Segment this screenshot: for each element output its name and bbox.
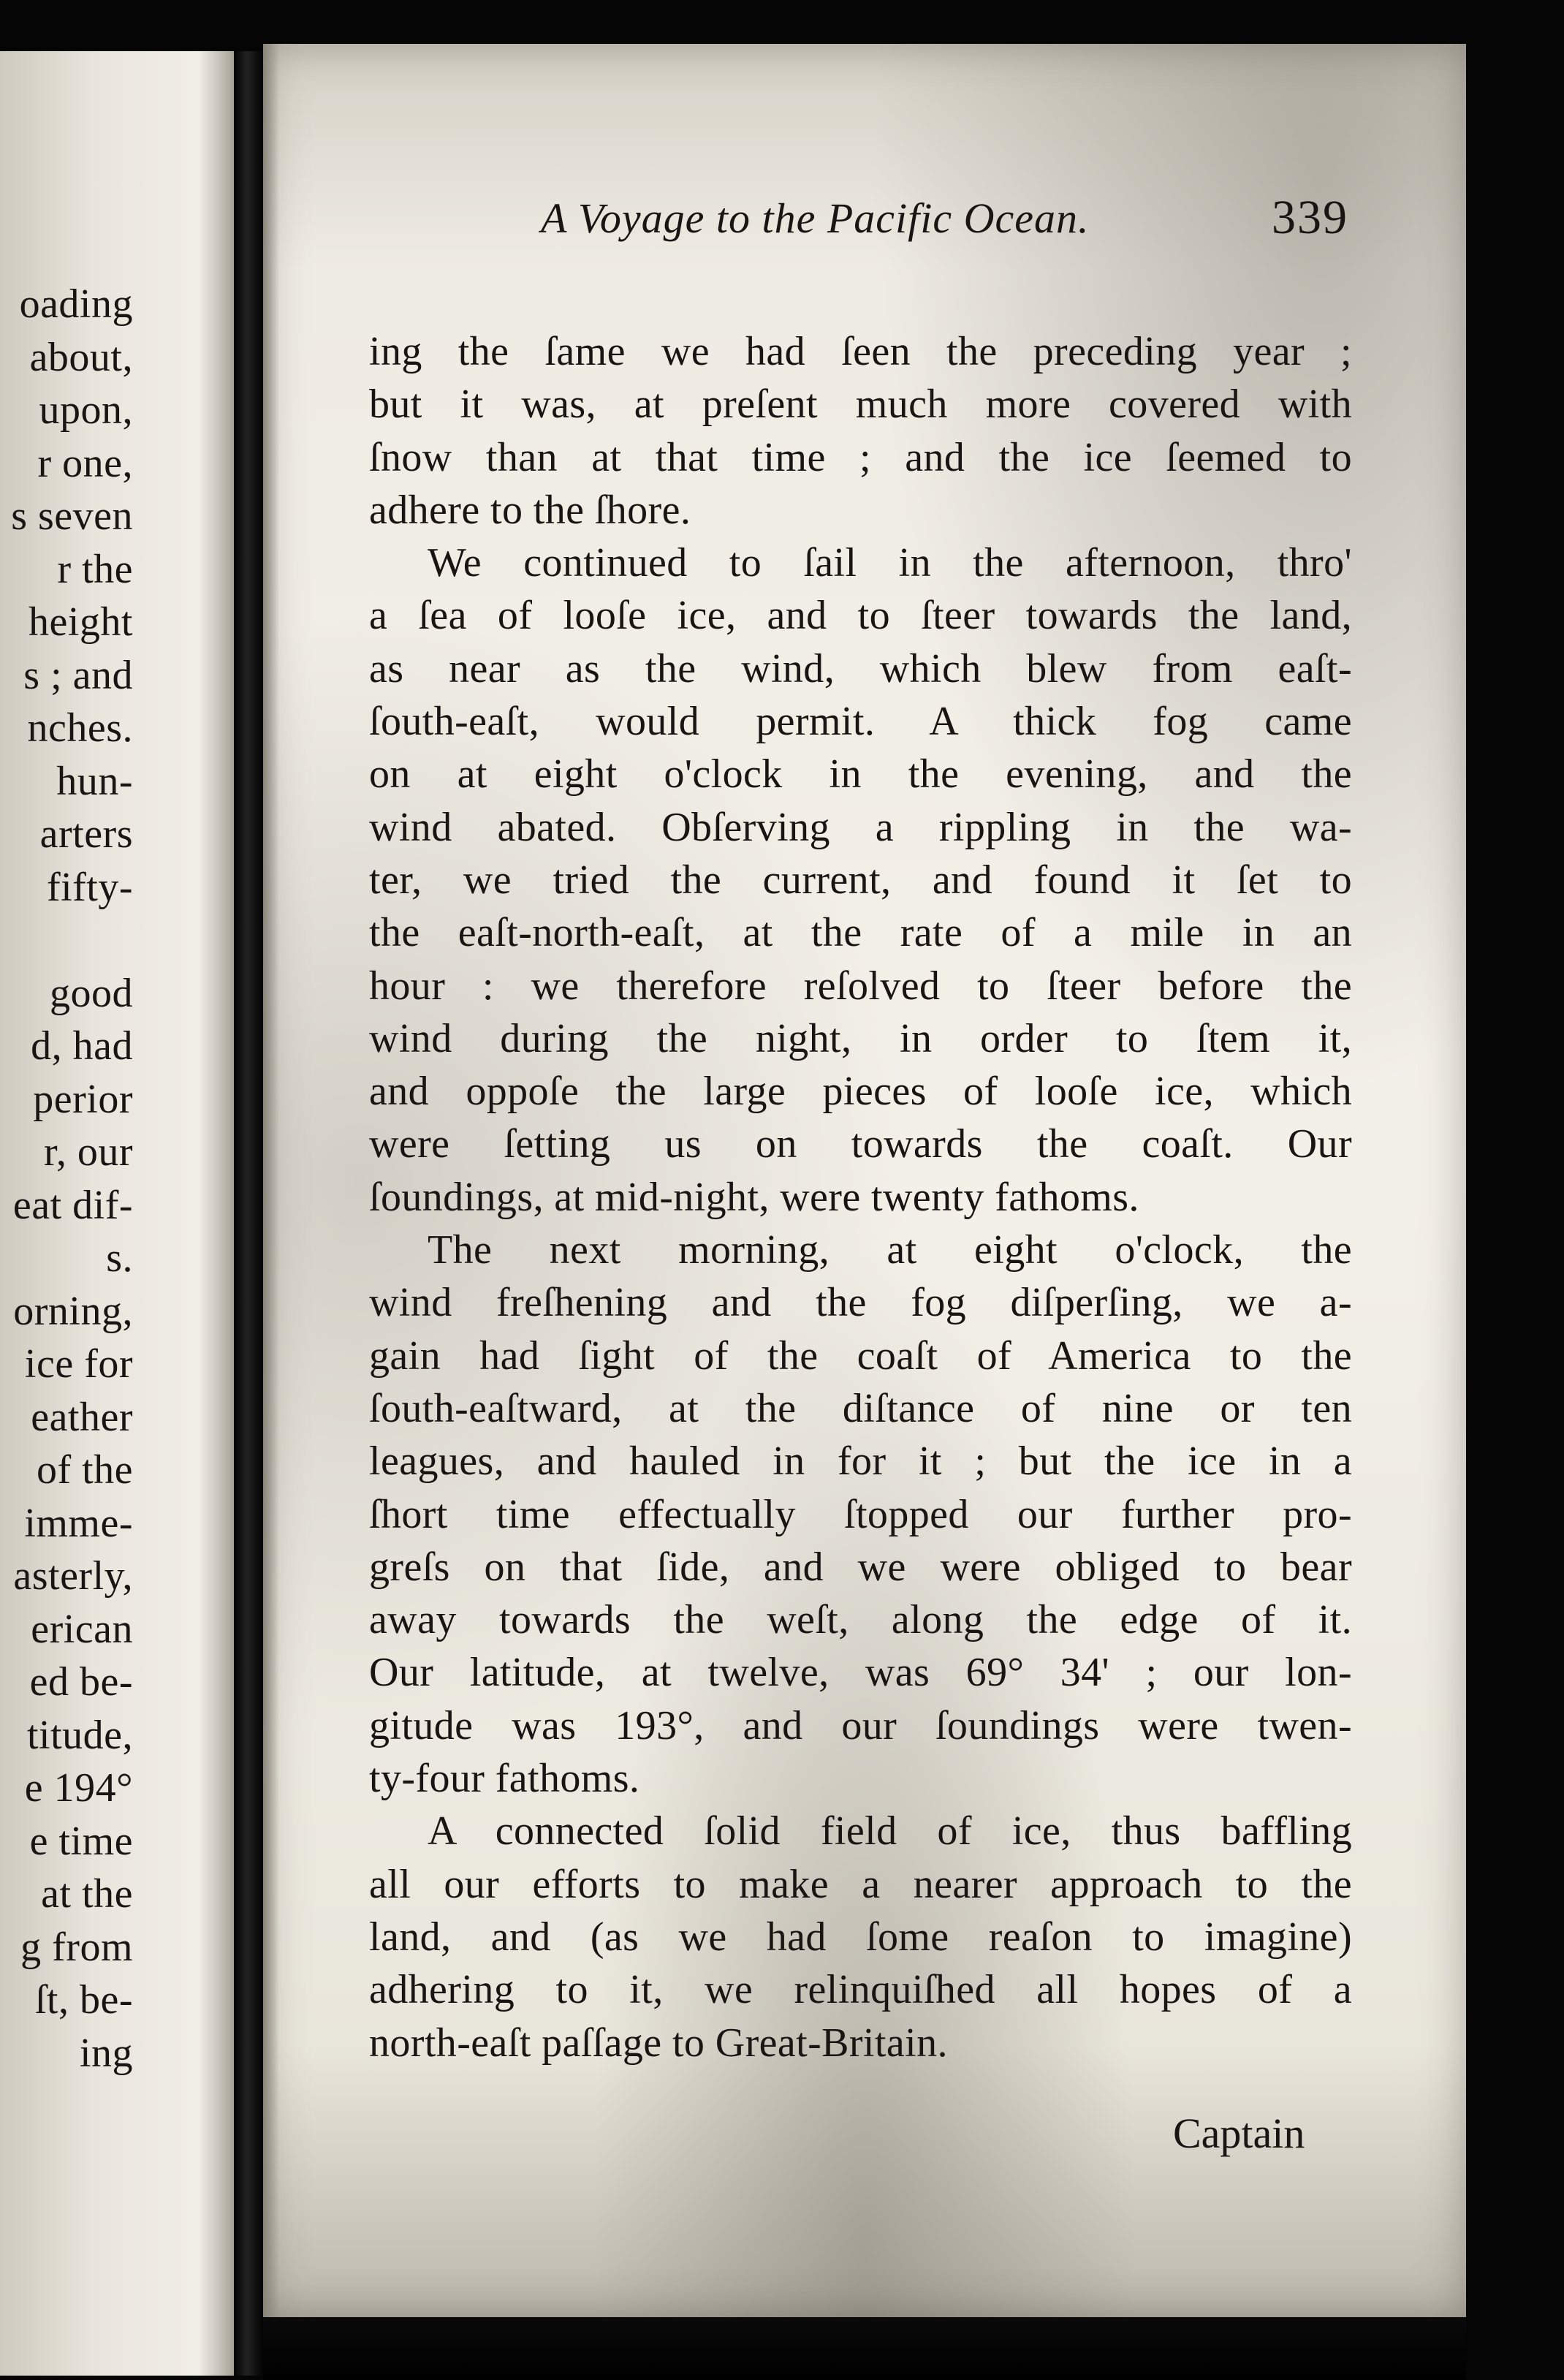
text-line: wind during the night, in order to ſtem it, xyxy=(369,1015,1352,1061)
left-page-line: r one, xyxy=(37,440,133,486)
running-head: A Voyage to the Pacific Ocean. xyxy=(541,194,1090,242)
text-line: on at eight o'clock in the evening, and the xyxy=(369,751,1352,797)
left-page-line: eat dif- xyxy=(12,1182,133,1228)
left-page-line: arters xyxy=(39,811,133,857)
text-line: away towards the weſt, along the edge of it. xyxy=(369,1597,1352,1643)
left-page-line: erican xyxy=(31,1606,133,1652)
left-page-line: s ; and xyxy=(23,652,133,698)
left-page-line: titude, xyxy=(26,1712,133,1758)
text-line: a ſea of looſe ice, and to ſteer towards the land, xyxy=(369,593,1352,639)
paragraph xyxy=(369,325,1352,537)
text-line: as near as the wind, which blew from eaſt- xyxy=(369,645,1352,691)
text-line: hour : we therefore reſolved to ſteer before the xyxy=(369,963,1352,1009)
left-page-line: r the xyxy=(57,546,133,592)
scan-bottom-edge xyxy=(263,2317,1466,2380)
text-line: A connected ſolid field of ice, thus baffling xyxy=(428,1808,1352,1854)
text-line: ſouth-eaſt, would permit. A thick fog came xyxy=(369,699,1352,745)
text-line: We continued to ſail in the afternoon, thro' xyxy=(428,540,1352,586)
left-page-line: fifty- xyxy=(46,864,133,910)
book-gutter xyxy=(235,51,262,2376)
left-page-line: good xyxy=(50,970,133,1016)
text-line: wind freſhening and the fog diſperſing, we a- xyxy=(369,1280,1352,1326)
body-text xyxy=(369,325,1352,2069)
left-page-fragment xyxy=(0,51,234,2376)
left-page-line: of the xyxy=(36,1447,133,1493)
text-line: ſnow than at that time ; and the ice ſeemed to xyxy=(369,434,1352,480)
text-line: gitude was 193°, and our ſoundings were twen- xyxy=(369,1702,1352,1748)
left-page-line xyxy=(0,914,133,967)
left-page-line: asterly, xyxy=(13,1553,133,1599)
left-page-line: s seven xyxy=(11,493,133,539)
text-line: gain had ſight of the coaſt of America to the xyxy=(369,1333,1352,1379)
text-line: all our efforts to make a nearer approach to the xyxy=(369,1861,1352,1907)
left-page-line: d, had xyxy=(31,1023,133,1069)
text-line: leagues, and hauled in for it ; but the ice in a xyxy=(369,1439,1352,1485)
paragraph xyxy=(369,1224,1352,1805)
left-page-line: perior xyxy=(33,1076,133,1122)
paragraph xyxy=(369,537,1352,1224)
text-line: ty-four fathoms. xyxy=(369,1756,640,1802)
left-page-line: ed be- xyxy=(29,1659,133,1705)
text-line: ſoundings, at mid-night, were twenty fathoms. xyxy=(369,1174,1139,1220)
left-page-line: oading xyxy=(19,281,133,327)
text-line: wind abated. Obſerving a rippling in the wa- xyxy=(369,804,1352,850)
left-page-line: ſt, be- xyxy=(34,1977,133,2023)
left-page-line: at the xyxy=(41,1871,133,1917)
text-line: and oppoſe the large pieces of looſe ice, which xyxy=(369,1069,1352,1115)
text-line: land, and (as we had ſome reaſon to imagine) xyxy=(369,1914,1352,1960)
text-line: were ſetting us on towards the coaſt. Our xyxy=(369,1121,1352,1167)
page-number: 339 xyxy=(1272,191,1348,244)
text-line: The next morning, at eight o'clock, the xyxy=(428,1227,1352,1273)
left-page-line: height xyxy=(29,599,133,645)
page-shadow xyxy=(263,44,279,2317)
text-line: ſouth-eaſtward, at the diſtance of nine or ten xyxy=(369,1385,1352,1431)
left-page-line: s. xyxy=(106,1235,133,1281)
left-page-line: ice for xyxy=(24,1341,133,1387)
text-line: ter, we tried the current, and found it ſet to xyxy=(369,857,1352,903)
text-line: greſs on that ſide, and we were obliged to bear xyxy=(369,1544,1352,1590)
left-page-line: about, xyxy=(29,334,133,380)
text-line: ing the ſame we had ſeen the preceding year ; xyxy=(369,329,1352,374)
catchword: Captain xyxy=(1173,2110,1305,2157)
left-page-line: ing xyxy=(79,2030,133,2076)
left-page-line: upon, xyxy=(39,387,133,433)
left-page-line: e time xyxy=(29,1818,133,1864)
text-line: but it was, at preſent much more covered with xyxy=(369,382,1352,428)
text-line: adhere to the ſhore. xyxy=(369,487,691,533)
text-line: ſhort time effectually ſtopped our further pro- xyxy=(369,1491,1352,1537)
left-page-text xyxy=(0,278,133,2080)
text-line: adhering to it, we relinquiſhed all hopes of a xyxy=(369,1967,1352,2013)
left-page-line: g from xyxy=(20,1924,133,1970)
text-line: Our latitude, at twelve, was 69° 34' ; our lon- xyxy=(369,1650,1352,1696)
left-page-line: imme- xyxy=(24,1500,133,1546)
right-page xyxy=(263,44,1466,2317)
left-page-line: eather xyxy=(31,1394,133,1440)
paragraph xyxy=(369,1805,1352,2069)
left-page-line: hun- xyxy=(56,758,133,804)
text-line: north-eaſt paſſage to Great-Britain. xyxy=(369,2020,948,2066)
left-page-line: nches. xyxy=(27,705,133,751)
left-page-line: r, our xyxy=(43,1129,133,1175)
text-line: the eaſt-north-eaſt, at the rate of a mile in an xyxy=(369,910,1352,956)
left-page-line: e 194° xyxy=(24,1765,133,1811)
left-page-line: orning, xyxy=(13,1288,133,1334)
